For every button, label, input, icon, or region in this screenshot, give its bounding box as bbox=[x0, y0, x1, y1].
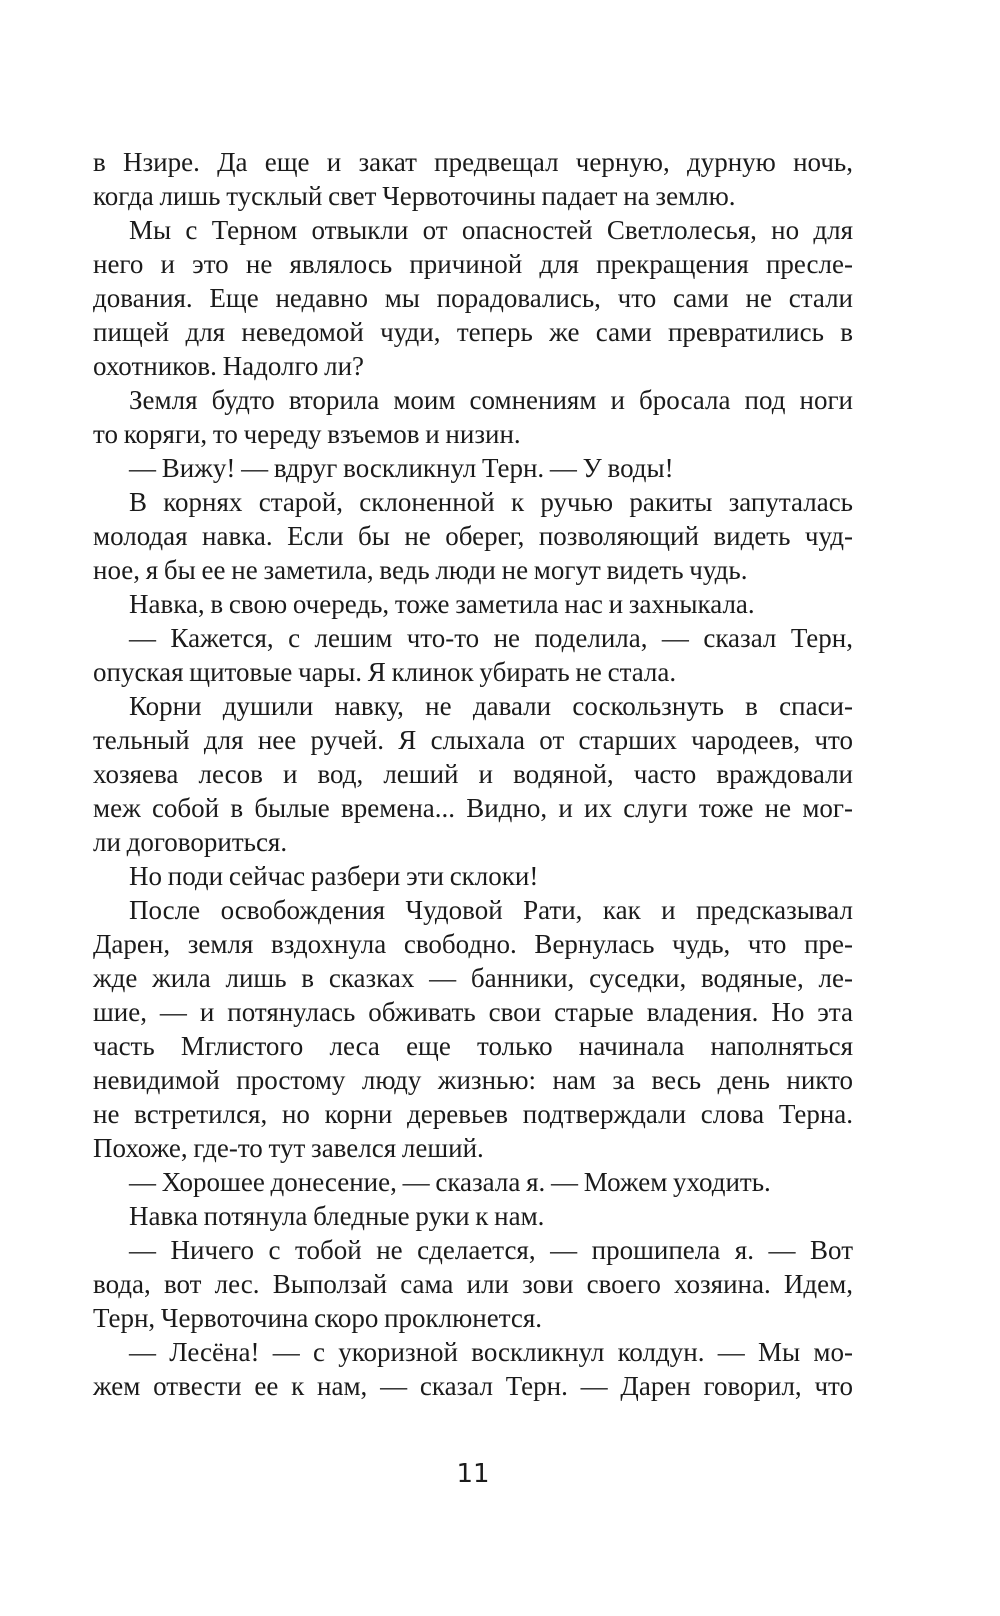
text-line: не встретился, но корни деревьев подтверждали слова Терна. bbox=[93, 1099, 853, 1129]
text-line: Но поди сейчас разбери эти склоки! bbox=[129, 861, 539, 891]
text-line: жде жила лишь в сказках — банники, суседки, водяные, ле- bbox=[93, 963, 853, 993]
page-text bbox=[93, 145, 853, 1403]
text-line: ное, я бы ее не заметила, ведь люди не могут видеть чудь. bbox=[93, 555, 748, 585]
text-line: В корнях старой, склоненной к ручью ракиты запуталась bbox=[129, 487, 853, 517]
text-line: — Лесёна! — с укоризной воскликнул колдун. — Мы мо- bbox=[129, 1337, 853, 1367]
text-line: вода, вот лес. Выползай сама или зови своего хозяина. Идем, bbox=[93, 1269, 853, 1299]
text-line: После освобождения Чудовой Рати, как и предсказывал bbox=[129, 895, 853, 925]
text-line: то коряги, то череду взъемов и низин. bbox=[93, 419, 521, 449]
text-line: молодая навка. Если бы не оберег, позволяющий видеть чуд- bbox=[93, 521, 853, 551]
text-line: невидимой простому люду жизнью: нам за весь день никто bbox=[93, 1065, 853, 1095]
text-line: Терн, Червоточина скоро проклюнется. bbox=[93, 1303, 542, 1333]
text-line: меж собой в былые времена... Видно, и их слуги тоже не мог- bbox=[93, 793, 853, 823]
text-line: тельный для нее ручей. Я слыхала от старших чародеев, что bbox=[93, 725, 853, 755]
text-line: дования. Еще недавно мы порадовались, что сами не стали bbox=[93, 283, 853, 313]
text-line: шие, — и потянулась обживать свои старые владения. Но эта bbox=[93, 997, 853, 1027]
text-line: — Вижу! — вдруг воскликнул Терн. — У воды! bbox=[129, 453, 674, 483]
text-line: Навка, в свою очередь, тоже заметила нас и захныкала. bbox=[129, 589, 755, 619]
page-number: 11 bbox=[456, 1459, 490, 1489]
text-line: — Ничего с тобой не сделается, — прошипела я. — Вот bbox=[129, 1235, 853, 1265]
text-line: Похоже, где-то тут завелся леший. bbox=[93, 1133, 484, 1163]
text-line: пищей для неведомой чуди, теперь же сами превратились в bbox=[93, 317, 853, 347]
text-line: ли договориться. bbox=[93, 827, 288, 857]
text-line: Дарен, земля вздохнула свободно. Вернулась чудь, что пре- bbox=[93, 929, 853, 959]
text-line: Мы с Терном отвыкли от опасностей Светлолесья, но для bbox=[129, 215, 853, 245]
text-line: него и это не являлось причиной для прекращения пресле- bbox=[93, 249, 853, 279]
text-line: жем отвести ее к нам, — сказал Терн. — Дарен говорил, что bbox=[93, 1371, 853, 1401]
text-line: в Нзире. Да еще и закат предвещал черную, дурную ночь, bbox=[93, 147, 853, 177]
text-line: хозяева лесов и вод, леший и водяной, часто враждовали bbox=[93, 759, 853, 789]
text-line: опуская щитовые чары. Я клинок убирать не стала. bbox=[93, 657, 677, 687]
text-line: часть Мглистого леса еще только начинала наполняться bbox=[93, 1031, 853, 1061]
text-line: когда лишь тусклый свет Червоточины падает на землю. bbox=[93, 181, 736, 211]
text-line: Навка потянула бледные руки к нам. bbox=[129, 1201, 545, 1231]
text-line: — Кажется, с лешим что-то не поделила, — сказал Терн, bbox=[129, 623, 853, 653]
text-line: Корни душили навку, не давали соскользнуть в спаси- bbox=[129, 691, 853, 721]
text-line: Земля будто вторила моим сомнениям и бросала под ноги bbox=[129, 385, 853, 415]
text-line: охотников. Надолго ли? bbox=[93, 351, 365, 381]
text-line: — Хорошее донесение, — сказала я. — Можем уходить. bbox=[129, 1167, 771, 1197]
